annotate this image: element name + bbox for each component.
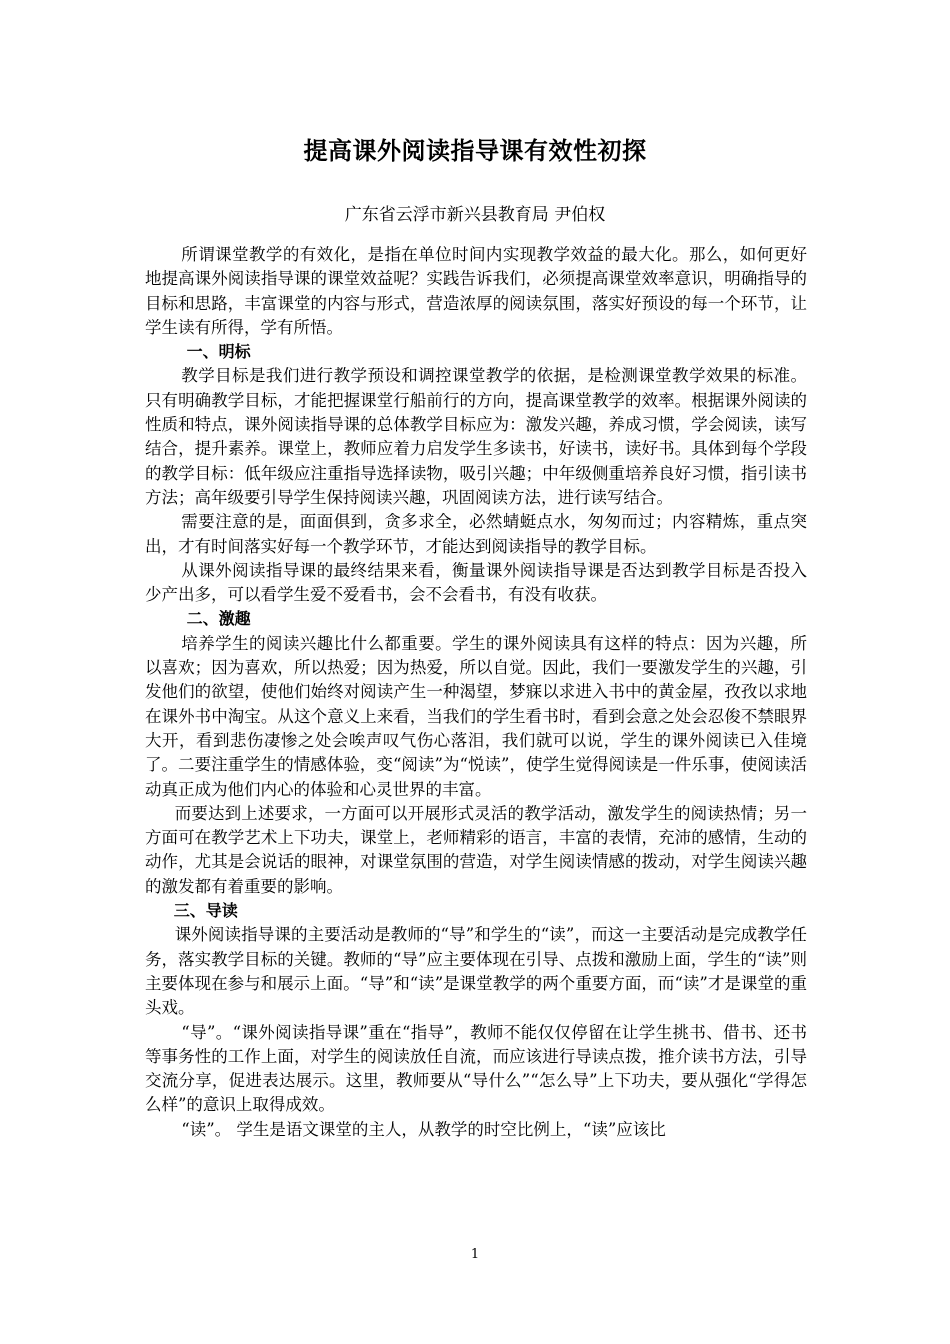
paragraph: 教学目标是我们进行教学预设和调控课堂教学的依据，是检测课堂教学效果的标准。只有明确教学目标，才能把握课堂行船前行的方向，提高课堂教学的效率。根据课外阅读的性质和特点，课外阅读指导课的总体教学目标应为：激发兴趣，养成习惯，学会阅读，读写结合，提升素养。课堂上，教师应着力启发学生多读书，好读书，读好书。具体到每个学段的教学目标：低年级应注重指导选择读物，吸引兴趣；中年级侧重培养良好习惯，指引读书方法；高年级要引导学生保持阅读兴趣，巩固阅读方法，进行读写结合。 xyxy=(145,366,807,507)
document-body xyxy=(145,243,807,1142)
paragraph: “导”。“课外阅读指导课”重在“指导”，教师不能仅仅停留在让学生挑书、借书、还书等事务性的工作上面，对学生的阅读放任自流，而应该进行导读点拨，推介读书方法，引导交流分享，促进表达展示。这里，教师要从“导什么”“怎么导”上下功夫，要从强化“学得怎么样”的意识上取得成效。 xyxy=(145,1022,807,1115)
document-title: 提高课外阅读指导课有效性初探 xyxy=(303,137,647,165)
document-author: 广东省云浮市新兴县教育局 尹伯权 xyxy=(344,205,606,225)
section-heading-jiqu: 二、激趣 xyxy=(186,609,251,629)
section-heading-mingbiao: 一、明标 xyxy=(186,342,251,362)
page-number: 1 xyxy=(470,1247,480,1262)
paragraph: 培养学生的阅读兴趣比什么都重要。学生的课外阅读具有这样的特点：因为兴趣，所以喜欢；因为喜欢，所以热爱；因为热爱，所以自觉。因此，我们一要激发学生的兴趣，引发他们的欲望，使他们始终对阅读产生一种渴望，梦寐以求进入书中的黄金屋，孜孜以求地在课外书中淘宝。从这个意义上来看，当我们的学生看书时，看到会意之处会忍俊不禁眼界大开，看到悲伤凄惨之处会唉声叹气伤心落泪，我们就可以说，学生的课外阅读已入佳境了。二要注重学生的情感体验，变“阅读”为“悦读”，使学生觉得阅读是一件乐事，使阅读活动真正成为他们内心的体验和心灵世界的丰富。 xyxy=(145,633,807,799)
section-heading-daodu: 三、导读 xyxy=(173,901,238,921)
intro-paragraph: 所谓课堂教学的有效化，是指在单位时间内实现教学效益的最大化。那么，如何更好地提高课外阅读指导课的课堂效益呢？实践告诉我们，必须提高课堂效率意识，明确指导的目标和思路，丰富课堂的内容与形式，营造浓厚的阅读氛围，落实好预设的每一个环节，让学生读有所得，学有所悟。 xyxy=(145,245,807,337)
paragraph: 而要达到上述要求，一方面可以开展形式灵活的教学活动，激发学生的阅读热情；另一方面可在教学艺术上下功夫，课堂上，老师精彩的语言，丰富的表情，充沛的感情，生动的动作，尤其是会说话的眼神，对课堂氛围的营造，对学生阅读情感的拨动，对学生阅读兴趣的激发都有着重要的影响。 xyxy=(145,803,807,896)
paragraph: 课外阅读指导课的主要活动是教师的“导”和学生的“读”，而这一主要活动是完成教学任务，落实教学目标的关键。教师的“导”应主要体现在引导、点拨和激励上面，学生的“读”则主要体现在参与和展示上面。“导”和“读”是课堂教学的两个重要方面，而“读”才是课堂的重头戏。 xyxy=(145,925,807,1018)
paragraph: 需要注意的是，面面俱到，贪多求全，必然蜻蜓点水，匆匆而过；内容精炼，重点突出，才有时间落实好每一个教学环节，才能达到阅读指导的教学目标。 xyxy=(145,512,807,556)
paragraph: “读”。 学生是语文课堂的主人，从教学的时空比例上，“读”应该比 xyxy=(181,1119,666,1139)
paragraph: 从课外阅读指导课的最终结果来看，衡量课外阅读指导课是否达到教学目标是否投入少产出多，可以看学生爱不爱看书，会不会看书，有没有收获。 xyxy=(145,560,807,605)
